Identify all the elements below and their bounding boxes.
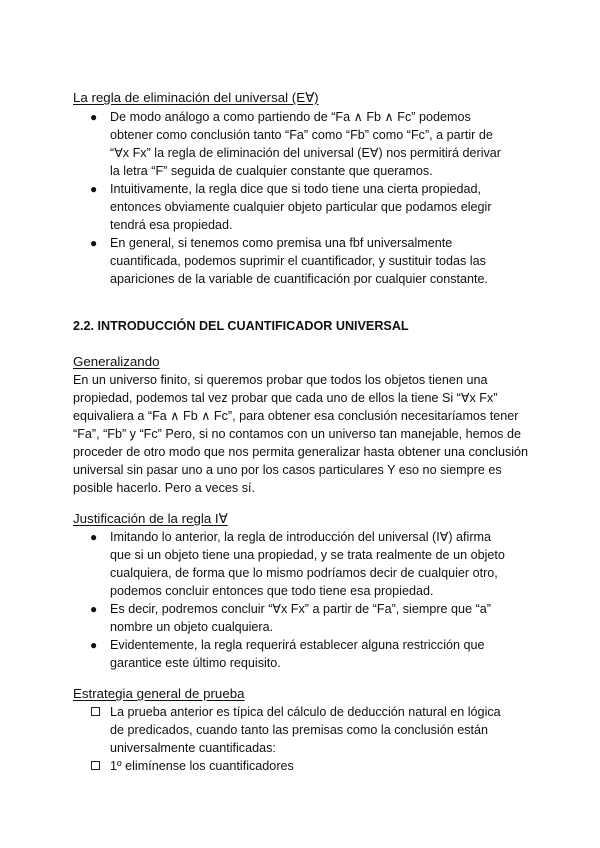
checkbox-icon[interactable] — [91, 761, 100, 770]
checklist-text: 1º elimínense los cuantificadores — [110, 759, 294, 773]
just-bullet-list — [0, 528, 600, 672]
bullet-text: De modo análogo a como partiendo de “Fa ∧ Fb ∧ Fc” podemos obtener como conclusión tanto “Fa” como “Fb” como “Fc”, a partir de “∀x Fx” la regla de eliminación del universal (E∀) nos permitirá derivar la letra “F” seguida de cualquier constante que queramos. — [110, 110, 501, 178]
bullet-text: En general, si tenemos como premisa una fbf universalmente cuantificada, podemos suprimir el cuantificador, y sustituir todas las apariciones de la variable de cuantificación por cualquier constante. — [110, 236, 489, 286]
just-heading: Justificación de la regla I∀ — [73, 511, 228, 526]
gen-paragraph: En un universo finito, si queremos probar que todos los objetos tienen una propiedad, podemos tal vez probar que cada uno de ellos la tiene Si “∀x Fx” equivaliera a “Fa ∧ Fb ∧ Fc”, para obtener esa conclusión necesitaríamos tener “Fa”, “Fb” y “Fc” Pero, si no contamos con un universo tan manejable, hemos de proceder de otro modo que nos permita generalizar hasta obtener una conclusión universal sin pasar uno a uno por los casos particulares Y eso no siempre es posible hacerlo. Pero a veces sí. — [73, 373, 529, 495]
bullet-icon: ● — [90, 236, 98, 250]
list-item — [0, 636, 510, 672]
bullet-text: Evidentemente, la regla requerirá establecer alguna restricción que garantice este último requisito. — [110, 638, 485, 670]
bullet-text: Es decir, podremos concluir “∀x Fx” a partir de “Fa”, siempre que “a” nombre un objeto cualquiera. — [110, 602, 491, 634]
bullet-icon: ● — [90, 110, 98, 124]
bullet-text: Imitando lo anterior, la regla de introducción del universal (I∀) afirma que si un objeto tiene una propiedad, y se trata realmente de un objeto cualquiera, de forma que lo mismo podríamos decir de cualquier otro, podemos concluir entonces que todo tiene esa propiedad. — [110, 530, 505, 598]
list-item — [0, 180, 510, 234]
list-item — [0, 234, 510, 288]
bullet-text: Intuitivamente, la regla dice que si todo tiene una cierta propiedad, entonces obviamente cualquier objeto particular que podamos elegir tendrá esa propiedad. — [110, 182, 492, 232]
list-item — [0, 757, 510, 775]
gen-heading: Generalizando — [73, 354, 160, 369]
elim-bullet-list — [0, 108, 600, 288]
bullet-icon: ● — [90, 530, 98, 544]
strat-checklist — [0, 703, 600, 775]
section-title: 2.2. INTRODUCCIÓN DEL CUANTIFICADOR UNIVERSAL — [73, 319, 409, 333]
bullet-icon: ● — [90, 638, 98, 652]
list-item — [0, 528, 510, 600]
list-item — [0, 600, 510, 636]
list-item — [0, 108, 510, 180]
list-item — [0, 703, 510, 757]
bullet-icon: ● — [90, 602, 98, 616]
elim-heading: La regla de eliminación del universal (E∀) — [73, 90, 319, 105]
checkbox-icon[interactable] — [91, 707, 100, 716]
checklist-text: La prueba anterior es típica del cálculo de deducción natural en lógica de predicados, cuando tanto las premisas como la conclusión están universalmente cuantificadas: — [110, 705, 501, 755]
bullet-icon: ● — [90, 182, 98, 196]
strat-heading: Estrategia general de prueba — [73, 686, 245, 701]
